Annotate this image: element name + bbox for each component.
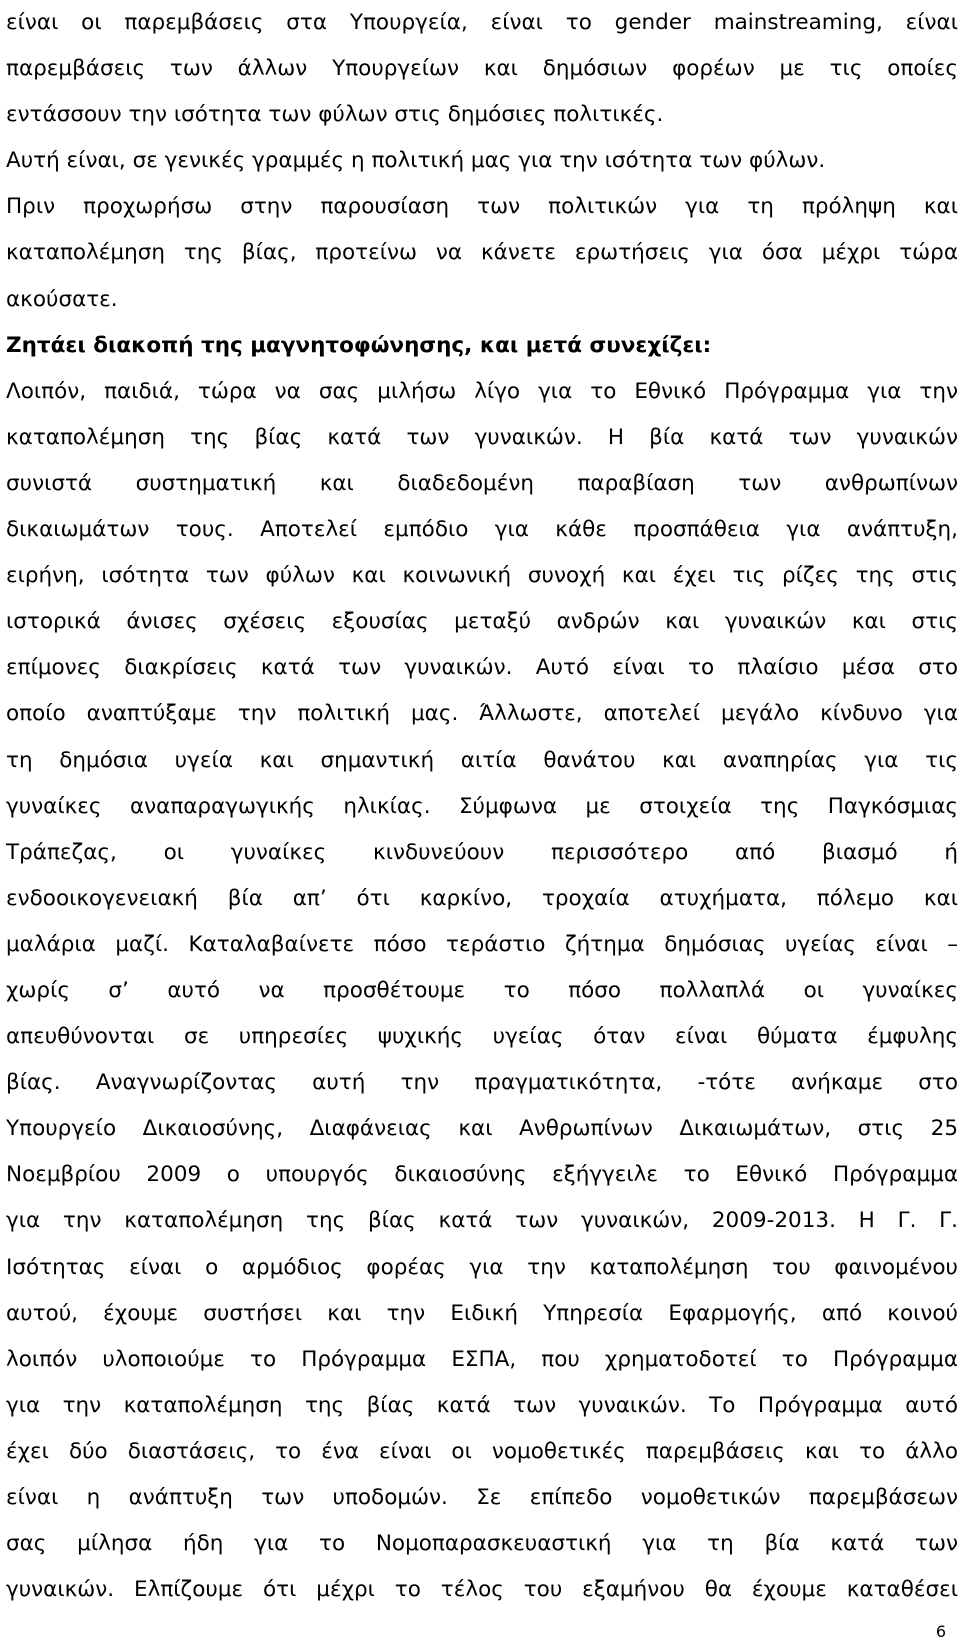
section-heading: Ζητάει διακοπή της μαγνητοφώνησης, και μετά συνεχίζει: <box>6 332 712 358</box>
text-line: Τράπεζας, οι γυναίκες κινδυνεύουν περισσότερο από βιασμό ή <box>6 839 958 865</box>
text-line: οποίο αναπτύξαμε την πολιτική μας. Άλλωστε, αποτελεί μεγάλο κίνδυνο για <box>6 701 958 727</box>
text-line: Υπουργείο Δικαιοσύνης, Διαφάνειας και Ανθρωπίνων Δικαιωμάτων, στις 25 <box>6 1116 958 1142</box>
text-line: Ισότητας είναι ο αρμόδιος φορέας για την καταπολέμηση του φαινομένου <box>6 1254 958 1280</box>
text-line: έχει δύο διαστάσεις, το ένα είναι οι νομοθετικές παρεμβάσεις και το άλλο <box>6 1438 958 1464</box>
text-line: γυναικών. Ελπίζουμε ότι μέχρι το τέλος του εξαμήνου θα έχουμε καταθέσει <box>6 1577 958 1603</box>
text-line: Αυτή είναι, σε γενικές γραμμές η πολιτική μας για την ισότητα των φύλων. <box>6 148 826 174</box>
text-line: παρεμβάσεις των άλλων Υπουργείων και δημόσιων φορέων με τις οποίες <box>6 56 958 82</box>
text-line: Νοεμβρίου 2009 ο υπουργός δικαιοσύνης εξήγγειλε το Εθνικό Πρόγραμμα <box>6 1162 958 1188</box>
text-line: καταπολέμηση της βίας κατά των γυναικών. Η βία κατά των γυναικών <box>6 424 958 450</box>
text-line: είναι οι παρεμβάσεις στα Υπουργεία, είναι το gender mainstreaming, είναι <box>6 10 958 35</box>
text-line: τη δημόσια υγεία και σημαντική αιτία θανάτου και αναπηρίας για τις <box>6 747 958 773</box>
document-page <box>6 0 958 1613</box>
text-line: βίας. Αναγνωρίζοντας αυτή την πραγματικότητα, -τότε ανήκαμε στο <box>6 1070 958 1096</box>
text-line: χωρίς σ’ αυτό να προσθέτουμε το πόσο πολλαπλά οι γυναίκες <box>6 977 958 1003</box>
text-line: εντάσσουν την ισότητα των φύλων στις δημόσιες πολιτικές. <box>6 102 664 128</box>
text-line: καταπολέμηση της βίας, προτείνω να κάνετε ερωτήσεις για όσα μέχρι τώρα <box>6 240 958 266</box>
page-number: 6 <box>935 1622 946 1641</box>
text-line: επίμονες διακρίσεις κατά των γυναικών. Αυτό είναι το πλαίσιο μέσα στο <box>6 655 958 681</box>
text-line: γυναίκες αναπαραγωγικής ηλικίας. Σύμφωνα με στοιχεία της Παγκόσμιας <box>6 793 958 819</box>
text-line: απευθύνονται σε υπηρεσίες ψυχικής υγείας όταν είναι θύματα έμφυλης <box>6 1024 958 1050</box>
text-line: Πριν προχωρήσω στην παρουσίαση των πολιτικών για τη πρόληψη και <box>6 194 958 220</box>
text-line: συνιστά συστηματική και διαδεδομένη παραβίαση των ανθρωπίνων <box>6 470 958 496</box>
text-line: λοιπόν υλοποιούμε το Πρόγραμμα ΕΣΠΑ, που χρηματοδοτεί το Πρόγραμμα <box>6 1346 958 1372</box>
text-line: δικαιωμάτων τους. Αποτελεί εμπόδιο για κάθε προσπάθεια για ανάπτυξη, <box>6 517 958 543</box>
text-line: ιστορικά άνισες σχέσεις εξουσίας μεταξύ ανδρών και γυναικών και στις <box>6 609 958 635</box>
text-line: είναι η ανάπτυξη των υποδομών. Σε επίπεδο νομοθετικών παρεμβάσεων <box>6 1485 958 1510</box>
text-line: αυτού, έχουμε συστήσει και την Ειδική Υπηρεσία Εφαρμογής, από κοινού <box>6 1300 958 1326</box>
text-line: για την καταπολέμηση της βίας κατά των γυναικών. Το Πρόγραμμα αυτό <box>6 1392 958 1418</box>
text-line: Λοιπόν, παιδιά, τώρα να σας μιλήσω λίγο για το Εθνικό Πρόγραμμα για την <box>6 378 958 404</box>
text-line: ειρήνη, ισότητα των φύλων και κοινωνική συνοχή και έχει τις ρίζες της στις <box>6 563 958 589</box>
text-line: ενδοοικογενειακή βία απ’ ότι καρκίνο, τροχαία ατυχήματα, πόλεμο και <box>6 885 958 911</box>
text-line: μαλάρια μαζί. Καταλαβαίνετε πόσο τεράστιο ζήτημα δημόσιας υγείας είναι – <box>6 931 958 957</box>
document-body <box>6 0 958 1613</box>
text-line: ακούσατε. <box>6 286 118 312</box>
text-line: σας μίλησα ήδη για το Νομοπαρασκευαστική για τη βία κατά των <box>6 1531 958 1557</box>
text-line: για την καταπολέμηση της βίας κατά των γυναικών, 2009-2013. Η Γ. Γ. <box>6 1208 958 1234</box>
